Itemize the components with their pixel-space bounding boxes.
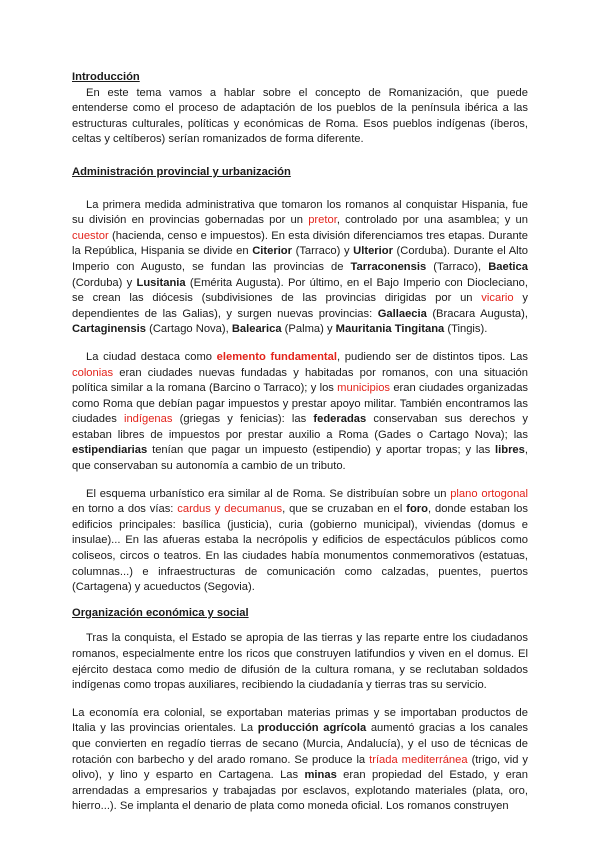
term-vicario: vicario (481, 292, 514, 305)
paragraph-intro: En este tema vamos a hablar sobre el concepto de Romanización, que puede entenderse como el proceso de adaptación de los pueblos de la península ibérica a las estructuras culturales, políticas y económicas de Roma. Esos pueblos indígenas (íberos, celtas y celtíberos) serían romanizados de forma diferente. (72, 86, 528, 146)
term-libres: libres (495, 444, 525, 457)
term-elemento-fundamental: elemento fundamental (216, 350, 337, 363)
term-municipios: municipios (337, 382, 391, 395)
term-cardus-decumanus: cardus y decumanus (177, 503, 283, 516)
term-produccion-agricola: producción agrícola (257, 722, 367, 735)
heading-introduccion: Introducción (72, 71, 140, 83)
term-citerior: Citerior (252, 245, 292, 258)
document-page (72, 70, 528, 815)
term-colonias: colonias (72, 366, 114, 379)
term-lusitania: Lusitania (136, 276, 186, 289)
term-federadas: federadas (313, 413, 367, 426)
paragraph-economia: La economía era colonial, se exportaban materias primas y se importaban productos de Italia y las provincias orientales. La producción agrícola aumentó gracias a los canales que convierten en regadío tierras de secano (Murcia, Andalucía), y el uso de técnicas de rotación con barbecho y del arado romano. Se produce la tríada mediterránea (trigo, vid y olivo), y lino y esparto en Cartagena. Las minas eran propiedad del Estado, y eran arrendadas a empresarios y trabajadas por esclavos, explotando materiales (plata, oro, hierro...). Se implanta el denario de plata como moneda oficial. Los romanos construyen (72, 706, 529, 813)
term-ulterior: Ulterior (353, 245, 393, 258)
paragraph-ciudades: La ciudad destaca como elemento fundamental, pudiendo ser de distintos tipos. Las colonias eran ciudades nuevas fundadas y habitadas por romanos, con una situación política similar a la romana (Barcino o Tarraco); y los municipios eran ciudades organizadas como Roma que debían pagar impuestos y prestar apoyo militar. También encontramos las ciudades indígenas (griegas y fenicias): las federadas conservaban sus derechos y estaban libres de impuestos por prestar auxilio a Roma (Gades o Cartago Nova); las estipendiarias tenían que pagar un impuesto (estipendio) y aportar tropas; y las libres, que conservaban su autonomía a cambio de un tributo. (72, 350, 529, 473)
heading-organizacion: Organización económica y social (72, 606, 249, 619)
term-cuestor: cuestor (72, 229, 109, 242)
term-triada-mediterranea: tríada mediterránea (369, 753, 468, 766)
term-baetica: Baetica (488, 260, 528, 273)
paragraph-urbanismo: El esquema urbanístico era similar al de Roma. Se distribuían sobre un plano ortogonal en torno a dos vías: cardus y decumanus, que se cruzaban en el foro, donde estaban los edificios principales: basílica (justicia), curia (gobierno municipal), viviendas (domus e insulae)... En las afueras estaba la necrópolis y edificios de espectáculos públicos como coliseos, circos o teatros. En las ciudades había monumentos conmemorativos (estatuas, columnas...) e infraestructuras de comunicación como calzadas, puentes, puertos (Cartagena) y acueductos (Segovia). (72, 487, 528, 594)
term-plano-ortogonal: plano ortogonal (450, 487, 528, 500)
term-pretor: pretor (308, 214, 337, 227)
term-cartaginensis: Cartaginensis (72, 323, 146, 336)
term-minas: minas (304, 769, 337, 782)
heading-administracion: Administración provincial y urbanización (72, 165, 291, 178)
paragraph-administracion: La primera medida administrativa que tomaron los romanos al conquistar Hispania, fue su división en provincias gobernadas por un pretor, controlado por una asamblea; y un cuestor (hacienda, censo e impuestos). En esta división diferenciamos tres etapas. Durante la República, Hispania se divide en Citerior (Tarraco) y Ulterior (Corduba). Durante el Alto Imperio con Augusto, se fundan las provincias de Tarraconensis (Tarraco), Baetica (Corduba) y Lusitania (Emérita Augusta). Por último, en el Bajo Imperio con Diocleciano, se crean las diócesis (subdivisiones de las provincias dirigidas por un vicario y dependientes de las Galias), y surgen nuevas provincias: Gallaecia (Bracara Augusta), Cartaginensis (Cartago Nova), Balearica (Palma) y Mauritania Tingitana (Tingis). (72, 198, 528, 336)
term-tarraconensis: Tarraconensis (350, 260, 427, 273)
term-foro: foro (406, 503, 428, 516)
term-indigenas: indígenas (123, 413, 173, 426)
term-gallaecia: Gallaecia (377, 307, 427, 320)
paragraph-conquista: Tras la conquista, el Estado se apropia de las tierras y las reparte entre los ciudadanos romanos, especialmente entre los ricos que construyen latifundios y viven en el domus. El ejército destaca como medio de difusión de la cultura romana, y se reclutaban soldados indígenas como tropas auxiliares, recibiendo la ciudadanía y tierras tras su servicio. (72, 632, 528, 692)
term-balearica: Balearica (231, 323, 282, 336)
term-mauritania-tingitana: Mauritania Tingitana (335, 323, 445, 336)
term-estipendiarias: estipendiarias (72, 444, 148, 457)
